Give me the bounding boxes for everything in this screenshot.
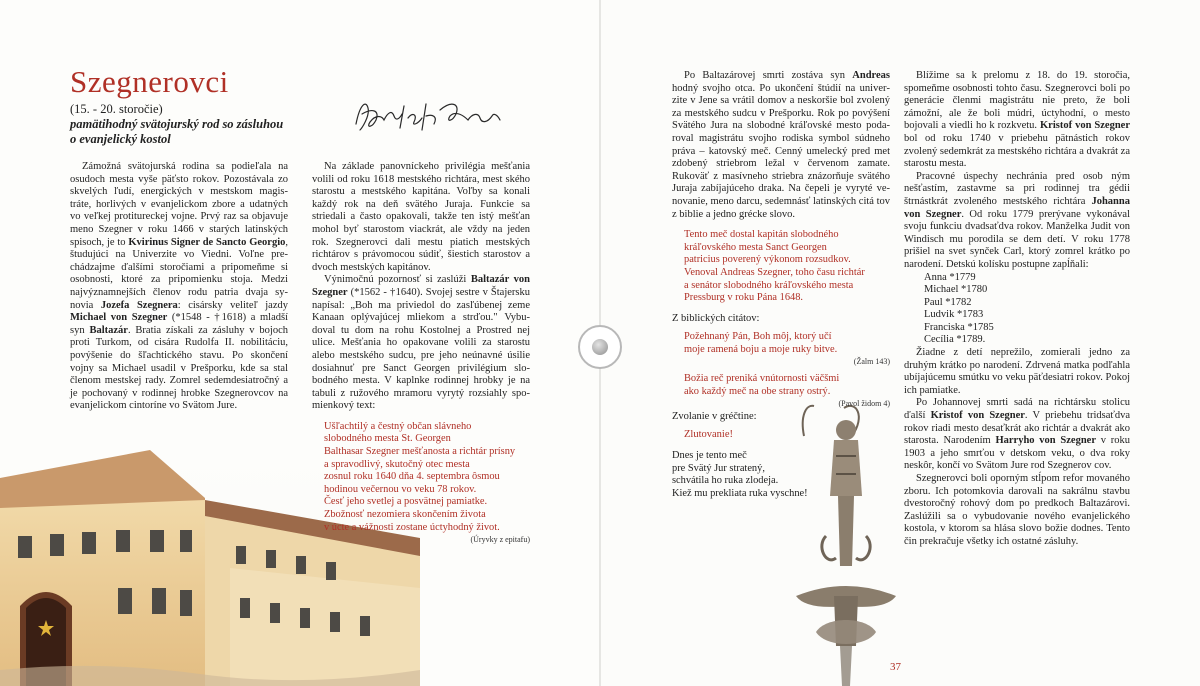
- century-range: (15. - 20. storočie): [70, 102, 163, 116]
- spine-ring-icon: [578, 325, 622, 369]
- list-item: Franciska *1785: [924, 321, 994, 333]
- paragraph: Po Johannovej smrti sadá na richtársku stolicu ďalší Kristof von Szegner. V priebehu tridsaťdva rokov riadi mesto desaťkrát ako richtár a dvakrát ako starosta. Narodením Harryho von Szegner v roku 1903 a jeho smrťou v detskom veku, o dva roky neskôr, končí vo Svätom Jure rod Szegnerov cov.: [904, 397, 1131, 472]
- paragraph: Zámožná svätojurská rodina sa podieľala na osudoch mesta vyše päťsto rokov. Pozostávala zo skvelých ľudí, energických v mestskom magis tráte, horlivých v evanjelickom zbore a udatných vo veľkej protitureckej vojne. Prvý raz sa objavuje meno Szegner v roku 1466 v starých latinských spisoch, je to Kvirinus Signer de Sancto Georgio, študujúci na Univerzite vo Viedni. Voľne pre chádzajme ďalšími storočiami a pripomeňme si osobnosti, ktoré za pripomienku stoja. Medzi najvýznamnejších členov rodu patria dvaja sy novia Jozefa Szegnera: cisársky veliteľ jazdy Michael von Szegner (*1548 - †1618) a mladší syn Baltazár. Bratia získali za zásluhy v bojoch proti Turkom, od cisára Rudolfa II. nobilitáciu, povýšenie do šľachtického stavu. Po skončení vojny sa Michael usadil v Prešporku, kde sa stal členom mestskej rady. Zomrel sedemdesiatročný a je pochovaný v rodinnej hrobke Szegnerovcov na evanjelickom cintoríne vo Svätom Jure.: [70, 161, 289, 412]
- right-column-1: [672, 70, 890, 500]
- paragraph: Žiadne z detí neprežilo, zomierali jedno za druhým krátko po narodení. Zdrvená matka podľahla ubíjajúcemu smútku vo veku päťdesiatri rokov. Pokoj ich pamiatke.: [904, 347, 1130, 396]
- epitaph-quote: Ušľachtilý a čestný občan slávneho slobodného mesta St. Georgen Balthasar Szegner mešťanosta a richtár prísny a spravodlivý, skutočný otec mesta zosnul roku 1640 dňa 4. septembra ôsmou hodinou večernou vo veku 78 rokov. Česť jeho svetlej a posvätnej pamiatke. Zbožnosť nezomiera skončením života v úcte a vážnosti zostane úctyhodný život.: [324, 420, 516, 533]
- biblical-quote-2: Božia reč preniká vnútornosti väčšmi ako každý meč na obe strany ostrý.: [684, 373, 840, 397]
- biblical-cite-2: (Pavol židom 4): [838, 399, 890, 409]
- children-list: [904, 272, 1130, 348]
- page-number: 37: [890, 661, 901, 673]
- list-item: Cecília *1789.: [924, 334, 986, 346]
- left-column-1: [70, 161, 288, 413]
- biblical-quote-1: Požehnaný Pán, Boh môj, ktorý učí moje ramená boju a moje ruky bitve.: [684, 331, 838, 355]
- paragraph: Pracovné úspechy nechránia pred osob ným nešťastím, zastavme sa pri rodinnej tra gédii štrnástkrát zvoleného mestského richtára Johanna von Szegner. Od roku 1779 prerývane vykonával svoju funkciu dvadsaťdva rokov. Manželka Judit von Windisch mu porodila se dem detí. V roku 1778 prišiel na svet synček Carl, ktorý zomrel krátko po narodení. Detskú kolísku postupne zapĺňali:: [904, 170, 1130, 270]
- ring-center-icon: [592, 339, 608, 355]
- biblical-label: Z biblických citátov:: [672, 312, 760, 324]
- left-column-2: [312, 161, 530, 547]
- list-item: Anna *1779: [924, 271, 976, 283]
- greek-word: Zlutovanie!: [684, 429, 733, 441]
- curse-lines: Dnes je tento meč pre Svätý Jur stratený, schvátila ho ruka zlodeja. Kiež mu prekliata ruka vyschne!: [672, 450, 808, 499]
- paragraph: Szegnerovci boli oporným stĺpom refor movaného zboru. Ich potomkovia darovali na sakrálnu stavbu dvestoročný rohový dom po predkoch Baltazárovi. Zaslúžili sa o vybudovanie nového evanjelického kostola, v ktorom sa hlása slovo božie dodnes. Tento čin prekračuje všetky ich ostatné zásluhy.: [904, 473, 1130, 547]
- handwritten-signature: [352, 94, 502, 138]
- page-title: Szegnerovci: [70, 64, 229, 99]
- subtitle: [70, 102, 283, 147]
- paragraph: Výnimočnú pozornosť si zaslúži Baltazár von Szegner (*1562 - †1640). Svojej sestre v Štajersku napísal: „Boh ma priviedol do zasľúbenej zeme Kanaan oplývajúcej mliekom a strďou." Vybu doval tu dom na rohu Kostolnej a Prostred nej ulice. Mešťania ho opakovane volili za starostu alebo mestského sudcu, pre jeho neúnavné úsilie dosiahnuť pre Sanct Georgen privilégium slo bodného mesta. V kaplnke rodinnej hrobky je na tabuli z ružového mramoru vyrytý rozsiahly spo mienkový text:: [312, 274, 530, 412]
- biblical-cite-1: (Žalm 143): [853, 357, 890, 367]
- greek-label: Zvolanie v gréčtine:: [672, 410, 757, 422]
- subtitle-line-2: o evanjelický kostol: [70, 132, 171, 146]
- right-column-2: [904, 70, 1130, 549]
- paragraph: Blížime sa k prelomu z 18. do 19. storočia, spomeňme osobnosti tohto času. Szegnerovci boli po generácie členmi magistrátu nie preto, že boli zámožní, ale že boli múdri, úctyhodní, o mesto bojovali a viedli ho k rozkvetu. Kristof von Szegner bol od roku 1740 v priebehu pätnástich rokov zvolený sedemkrát za mestského richtára a dvakrát za starostu mesta.: [904, 70, 1130, 170]
- paragraph: Po Baltazárovej smrti zostáva syn Andreas hodný svojho otca. Po ukončení štúdií na univer zite v Jene sa vrátil domov a neskoršie bol zvolený za mestského sudcu v Prešporku. Rok po povýšení Svätého Jura na slobodné kráľovské mesto poda roval magistrátu svojho rodiska symbol súdneho práva – katovský meč. Cenný umelecký pred met zdobený striebrom ležal v červenom zamate. Rukoväť z masívneho striebra znázorňuje svätého Juraja zabíjajúceho draka. Na čepeli je vyryté ve novanie, meno darcu, sedemnásť latinských citá tov z biblie a jedno grécke slovo.: [672, 70, 890, 220]
- epitaph-citation: (Úryvky z epitafu): [470, 535, 530, 545]
- paragraph: Na základe panovníckeho privilégia mešťania volili od roku 1618 mestského richtára, mest ského starostu a mestského kapitána. Voľby sa konali každý rok na deň svätého Juraja. Funkcie sa striedali a často opakovali, takže ten istý mešťan mohol byť starostom viackrát, ale vždy na jeden rok. Szegnerovci dali mestu piatich mestských richtárov s právomocou súdiť, šiestich starostov a dvoch mestských kapitánov.: [312, 161, 530, 273]
- list-item: Michael *1780: [924, 284, 988, 296]
- list-item: Paul *1782: [924, 296, 972, 308]
- list-item: Ludvik *1783: [924, 309, 984, 321]
- subtitle-line-1: pamätihodný svätojurský rod so zásluhou: [70, 117, 284, 131]
- sword-inscription: Tento meč dostal kapitán slobodného kráľovského mesta Sanct Georgen patricius poverený výkonom rozsudkov. Venoval Andreas Szegner, toho času richtár a senátor slobodného kráľovského mesta Pressburg v roku Pána 1648.: [684, 229, 865, 304]
